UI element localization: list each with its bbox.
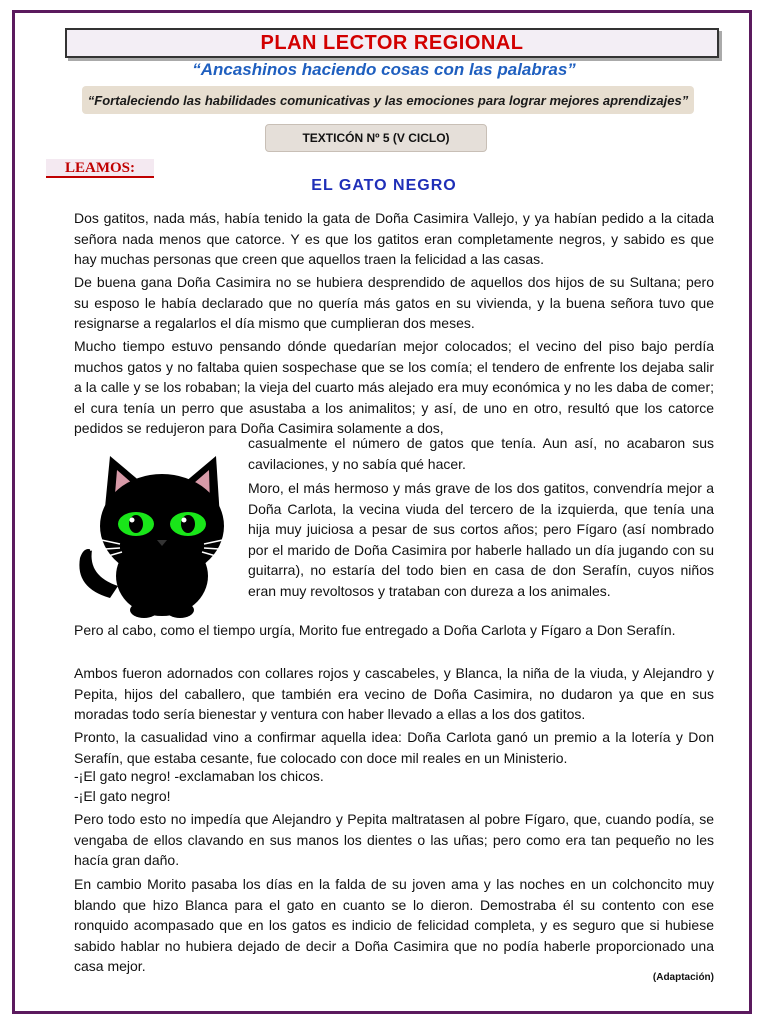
motto-text: “Fortaleciendo las habilidades comunicativas y las emociones para lograr mejores aprendizajes” — [87, 92, 689, 108]
paragraph-1: Dos gatitos, nada más, había tenido la gata de Doña Casimira Vallejo, y ya habían pedido a la citada señora nada menos que catorce. Y es que los gatitos eran completamente negros, y sabido es que hay muchas personas que creen que aquellos traen la felicidad a las casas. — [74, 210, 714, 267]
page-title: PLAN LECTOR REGIONAL — [260, 31, 524, 54]
section-label-text: LEAMOS: — [64, 160, 135, 176]
paragraph-9: -¡El gato negro! — [74, 788, 171, 804]
paragraph-3: Mucho tiempo estuvo pensando dónde quedarían mejor colocados; el vecino del piso bajo perdía muchos gatos y no faltaba quien sospechase que se los comía; el tendero de enfrente los dejaba salir a la calle y se los robaban; la vieja del cuarto más alejado era muy económica y no les daba de comer; el cura tenía un perro que asustaba a los animalitos; y así, de uno en otro, resultó que los catorce pedidos se redujeron para Doña Casimira solamente a dos, — [74, 338, 714, 436]
header-subtitle: “Ancashinos haciendo cosas con las palabras” — [192, 60, 576, 79]
adaptation-note: (Adaptación) — [652, 972, 714, 983]
paragraph-4: Moro, el más hermoso y más grave de los dos gatitos, convendría mejor a Doña Carlota, la vecina viuda del tercero de la izquierda, que tenía una hija muy juiciosa a pesar de sus cortos años; pero Fígaro (así nombrado por el marido de Doña Casimira por haberle hallado un día jugando con su guitarra), no estaría del todo bien en casa de don Serafín, cuyos niños eran muy revoltosos y trataban con dureza a los animales. — [248, 480, 714, 599]
story-title: EL GATO NEGRO — [311, 177, 457, 194]
texticon-badge — [265, 124, 487, 152]
black-cat-icon — [70, 448, 240, 620]
paragraph-7: Pronto, la casualidad vino a confirmar aquella idea: Doña Carlota ganó un premio a la lotería y Don Serafín, que estaba cesante, fue colocado con doce mil reales en un Ministerio. — [74, 729, 714, 766]
paragraph-8: -¡El gato negro! -exclamaban los chicos. — [74, 768, 324, 784]
paragraph-5: Pero al cabo, como el tiempo urgía, Morito fue entregado a Doña Carlota y Fígaro a Don Serafín. — [74, 622, 676, 638]
texticon-label: TEXTICÓN Nº 5 (V CICLO) — [302, 131, 450, 145]
paragraph-3-continued: casualmente el número de gatos que tenía. Aun así, no acabaron sus cavilaciones, y no sabía qué hacer. — [248, 435, 714, 472]
paragraph-6: Ambos fueron adornados con collares rojos y cascabeles, y Blanca, la niña de la viuda, y Alejandro y Pepita, hijos del caballero, que también era vecino de Doña Casimira, no dudaron ya que en sus moradas todo sería bienestar y ventura con haber llevado a ellas a los dos gatitos. — [74, 665, 714, 722]
paragraph-2: De buena gana Doña Casimira no se hubiera desprendido de aquellos dos hijos de su Sultana; pero su esposo le había declarado que no quería más gatos en su vivienda, y la buena señora tuvo que resignarse a regalarlos el día mismo que cumplieran dos meses. — [74, 274, 714, 331]
paragraph-10: Pero todo esto no impedía que Alejandro y Pepita maltratasen al pobre Fígaro, que, cuando podía, se vengaba de ellos clavando en sus manos los dientes o las uñas; pero como era tan pequeño no les hacía gran daño. — [74, 811, 714, 868]
motto-banner — [82, 86, 694, 114]
header-title-box — [65, 28, 719, 58]
paragraph-11: En cambio Morito pasaba los días en la falda de su joven ama y las noches en un colchoncito muy blando que hizo Blanca para el gato en cuanto se lo dieron. Demostraba él su contento con ese ronquido acompasado que en los gatos es indicio de felicidad completa, y es seguro que si hubiese sabido hablar no hubiera dejado de decir a Doña Casimira que no podía haberle proporcionado una casa mejor. — [74, 876, 714, 974]
